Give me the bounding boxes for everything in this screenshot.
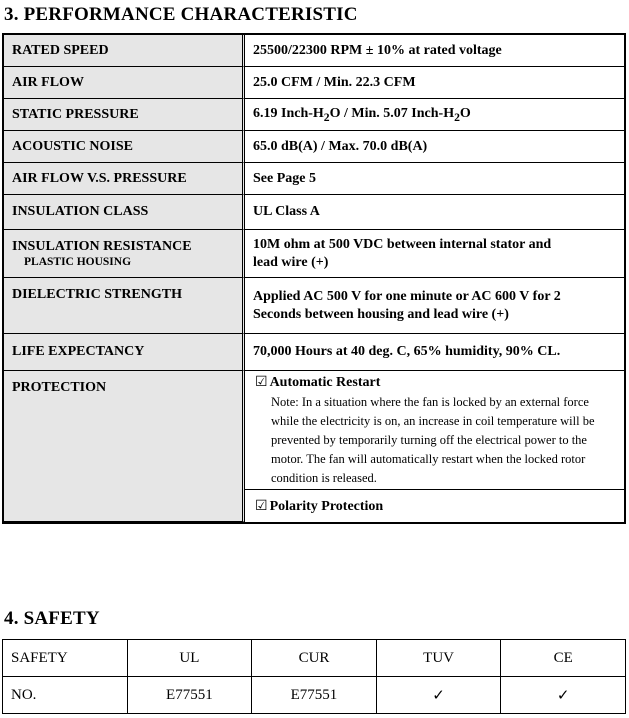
table-row: [4, 334, 624, 371]
polarity-label: Polarity Protection: [269, 498, 384, 514]
auto-restart-label: Automatic Restart: [269, 375, 381, 390]
table-row: [4, 195, 624, 230]
check-mark-icon: ✓: [501, 677, 626, 714]
header-cell: CE: [501, 640, 626, 677]
row-value: 65.0 dB(A) / Max. 70.0 dB(A): [245, 131, 624, 163]
row-value: 25.0 CFM / Min. 22.3 CFM: [245, 67, 624, 99]
table-row: [4, 99, 624, 131]
row-value: UL Class A: [245, 195, 624, 230]
section-title-performance: 3. PERFORMANCE CHARACTERISTIC: [4, 4, 358, 25]
row-value: 70,000 Hours at 40 deg. C, 65% humidity, 90% CL.: [245, 334, 624, 371]
row-label-text: INSULATION RESISTANCE: [12, 239, 192, 254]
row-value: See Page 5: [245, 163, 624, 195]
header-cell: CUR: [252, 640, 377, 677]
table-row: [4, 131, 624, 163]
header-cell: TUV: [376, 640, 501, 677]
row-label: LIFE EXPECTANCY: [4, 334, 245, 371]
header-cell: UL: [127, 640, 252, 677]
row-label: RATED SPEED: [4, 35, 245, 67]
performance-table: [2, 33, 626, 524]
table-row: [4, 278, 624, 334]
row-value: 10M ohm at 500 VDC between internal stator and lead wire (+): [245, 230, 624, 278]
protection-note: Note: In a situation where the fan is locked by an external force while the electricity is on, an increase in coil temperature will be prevented by temporarily turning off the electrical power to the motor. The fan will automatically restart when the locked rotor condition is released.: [271, 395, 595, 485]
table-row: [3, 677, 626, 714]
cell: E77551: [252, 677, 377, 714]
table-row: [4, 67, 624, 99]
row-label: PROTECTION: [4, 371, 245, 522]
cell: E77551: [127, 677, 252, 714]
row-value: 25500/22300 RPM ± 10% at rated voltage: [245, 35, 624, 67]
table-row: [4, 230, 624, 278]
row-value: 6.19 Inch-$H_2O$ / Min. 5.07 Inch-$H_2O$: [245, 99, 624, 131]
protection-restart: [245, 371, 624, 490]
table-header-row: [3, 640, 626, 677]
check-mark-icon: ✓: [376, 677, 501, 714]
cell: NO.: [3, 677, 128, 714]
row-label: AIR FLOW V.S. PRESSURE: [4, 163, 245, 195]
header-cell: SAFETY: [3, 640, 128, 677]
row-label: INSULATION CLASS: [4, 195, 245, 230]
checked-box-icon: ☑: [255, 375, 268, 390]
section-title-safety: 4. SAFETY: [4, 608, 100, 629]
row-label: ACOUSTIC NOISE: [4, 131, 245, 163]
checked-box-icon: ☑: [255, 498, 268, 514]
row-label: AIR FLOW: [4, 67, 245, 99]
safety-table: [2, 639, 626, 714]
row-label: [4, 230, 245, 278]
row-label: DIELECTRIC STRENGTH: [4, 278, 245, 334]
row-label: STATIC PRESSURE: [4, 99, 245, 131]
row-sublabel: PLASTIC HOUSING: [24, 256, 132, 268]
table-row: [4, 163, 624, 195]
table-row: [4, 371, 624, 490]
protection-polarity: [245, 490, 624, 522]
row-value: Applied AC 500 V for one minute or AC 600 V for 2 Seconds between housing and lead wire (+): [245, 278, 624, 334]
table-row: [4, 35, 624, 67]
